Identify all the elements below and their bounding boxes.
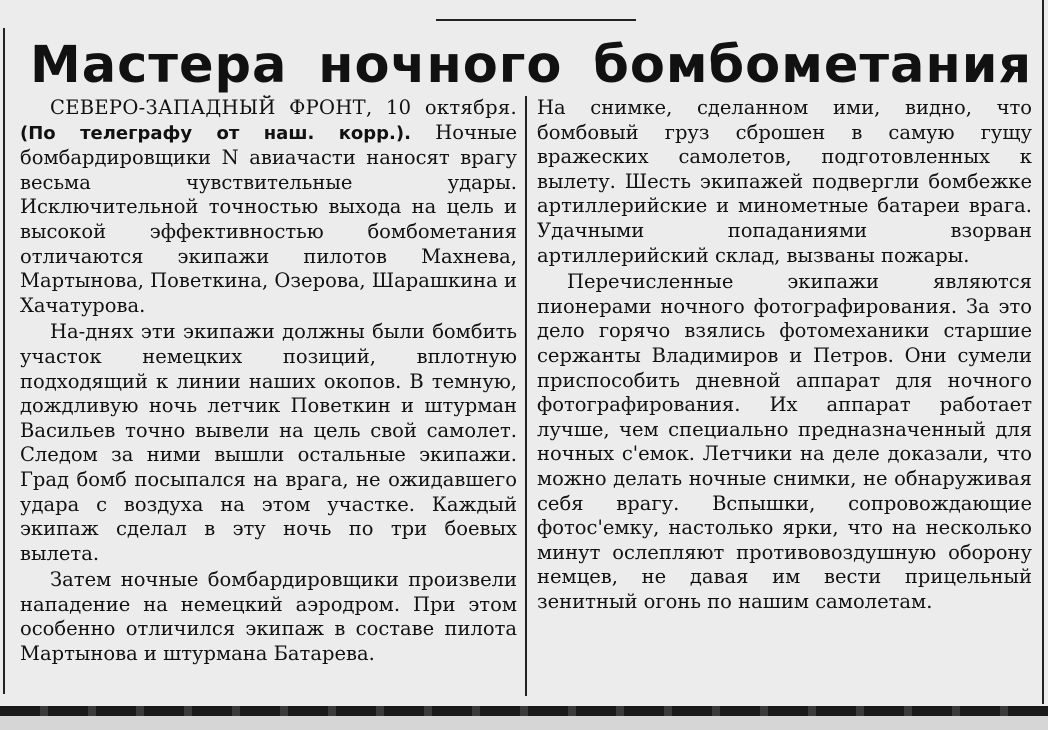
article-column-right (537, 96, 1032, 614)
paragraph-1-text: Ночные бомбардировщики N авиачасти наносят врагу весьма чувствительные удары. Исключительной точностью выхода на цель и высокой эффективностью бомбометания отличаются экипажи пилотов Махнева, Мартынова, Поветкина, Озерова, Шарашкина и Хачатурова. (20, 120, 517, 317)
headline: Мастера ночного бомбометания (30, 36, 1033, 95)
paragraph-2: На-днях эти экипажи должны были бомбить участок немецких позиций, вплотную подходящий к линии наших окопов. В темную, дождливую ночь летчик Поветкин и штурман Васильев точно вывели на цель свой самолет. Следом за ними вышли остальные экипажи. Град бомб посыпался на врага, не ожидавшего удара с воздуха на этом участке. Каждый экипаж сделал в эту ночь по три боевых вылета. (20, 320, 517, 565)
bottom-rule (0, 706, 1048, 716)
paragraph-1 (20, 96, 517, 318)
paragraph-3: Затем ночные бомбардировщики произвели нападение на немецкий аэродром. При этом особенно отличился экипаж в составе пилота Мартынова и штурмана Батарева. (20, 568, 517, 666)
frame-right-border (1042, 0, 1044, 704)
dateline: СЕВЕРО-ЗАПАДНЫЙ ФРОНТ, 10 октября. (50, 96, 517, 119)
bottom-band (0, 716, 1048, 730)
top-rule (436, 19, 636, 21)
column-separator (525, 96, 527, 696)
byline: (По телеграфу от наш. корр.). (20, 122, 411, 144)
frame-left-border (3, 28, 5, 694)
article-column-left (20, 96, 517, 667)
paragraph-5: Перечисленные экипажи являются пионерами ночного фотографирования. За это дело горячо взялись фотомеханики старшие сержанты Владимиров и Петров. Они сумели приспособить дневной аппарат для ночного фотографирования. Их аппарат работает лучше, чем специально предназначенный для ночных с'емок. Летчики на деле доказали, что можно делать ночные снимки, не обнаруживая себя врагу. Вспышки, сопровождающие фотос'емку, настолько ярки, что на несколько минут ослепляют противовоздушную оборону немцев, не давая им вести прицельный зенитный огонь по нашим самолетам. (537, 270, 1032, 613)
paragraph-4: На снимке, сделанном ими, видно, что бомбовый груз сброшен в самую гущу вражеских самолетов, подготовленных к вылету. Шесть экипажей подвергли бомбежке артиллерийские и минометные батареи врага. Удачными попаданиями взорван артиллерийский склад, вызваны пожары. (537, 96, 1032, 267)
